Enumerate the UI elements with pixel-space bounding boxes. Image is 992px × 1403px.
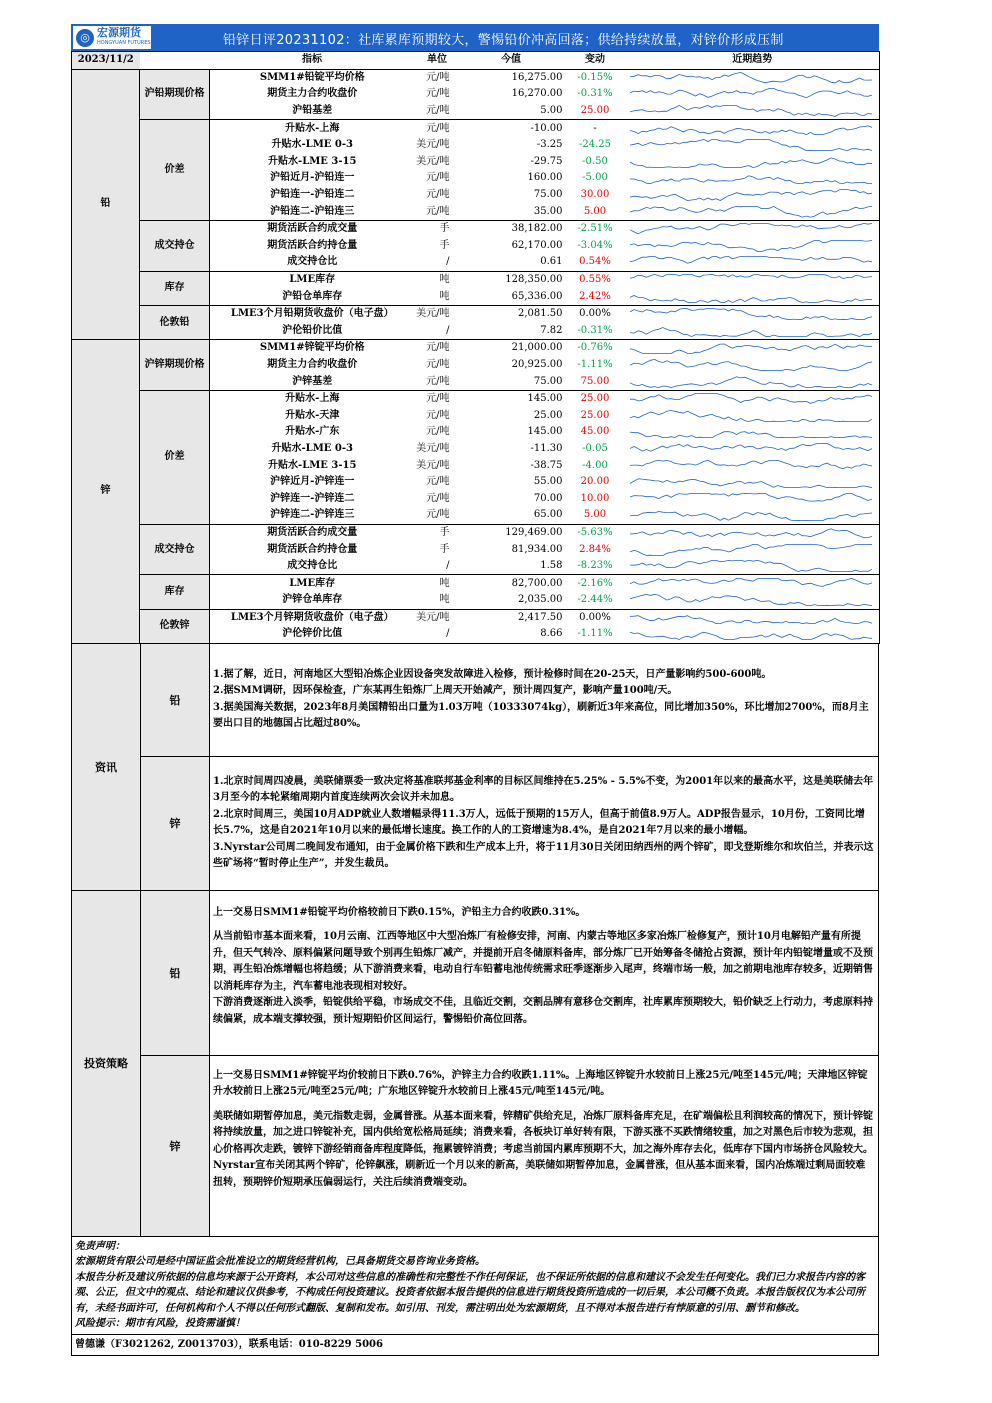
change-value: -0.50 [582,155,608,167]
logo-name: 宏源期货 [97,25,141,39]
change-value: 25.00 [565,103,626,120]
unit: 元/吨 [426,409,450,421]
header-change: 变动 [565,52,626,70]
trend-sparkline [626,137,880,154]
trend-line [630,140,872,151]
trend-sparkline [626,457,880,474]
indicator-name: 升贴水-LME 3-15 [268,155,357,167]
trend-sparkline [626,490,880,507]
change-value: -0.31% [565,323,626,340]
strategy-lead-para: 从当前铅市基本面来看，10月云南、江西等地区中大型冶炼厂有检修安排，河南、内蒙古等地区多家冶炼厂检修复产，预计10月电解铅产量有所提升，但天气转冷、原料偏紧问题导致个别再生铅炼厂减产，并提前开启冬储原料备库，部分炼厂已开始筹备冬储抢占资源，预计年内铅锭增量或不及预期，再生铅冶炼增幅也将趋缓；从下游消费来看，电动自行车铅蓄电池传统需求旺季逐渐步入尾声，终端市场一般，加之前期电池库存较多，近期销售以消耗库存为主，汽车蓄电池表现相对较好。 [213,931,873,992]
unit: 元/吨 [426,71,450,83]
group-name: 价差 [140,390,210,524]
trend-sparkline [626,524,880,541]
unit: 手 [439,543,450,555]
change-value: -1.11% [577,358,613,370]
unit: 美元/吨 [416,308,450,320]
trend-line [630,158,872,168]
news-zinc-label: 锌 [141,757,210,890]
table-header-row [72,52,880,70]
today-value: 75.00 [533,189,563,201]
today-value: 16,275.00 [511,71,563,83]
today-value: 65,336.00 [460,288,565,305]
trend-sparkline [626,575,880,592]
unit: 元/吨 [415,203,460,220]
trend-line [630,578,872,586]
trend-line [630,376,872,387]
indicator-name: 成交持仓比 [210,558,415,575]
trend-sparkline [626,220,880,237]
trend-line [630,359,872,370]
indicator-name: 沪铅连一-沪铅连二 [270,189,355,201]
indicator-name: 沪铅仓单库存 [210,288,415,305]
change-value: -8.23% [565,558,626,575]
trend-sparkline [626,69,880,86]
trend-line [630,240,872,251]
trend-line [630,274,872,278]
indicator-name: 升贴水-LME 0-3 [271,139,353,151]
news-lead-label: 铅 [141,644,210,756]
indicator-name: 升贴水-广东 [285,426,340,438]
disclaimer-line: 宏源期货有限公司是经中国证监会批准设立的期货经营机构，已具备期货交易咨询业务资格。 [75,1256,485,1268]
trend-line [630,460,872,468]
today-value: 81,934.00 [511,543,563,555]
change-value: 0.54% [565,254,626,271]
table-row [72,220,880,237]
trend-sparkline [626,86,880,103]
section-name: 铅 [72,69,140,340]
strategy-zinc-para: Nyrstar宣布关闭其两个锌矿，伦锌飙涨，刷新近一个月以来的新高，美联储如期暂停加息，金属普涨，但从基本面来看，国内冶炼端过剩局面较难扭转，预期锌价短期承压偏弱运行，关注后续消费端变动。 [213,1160,866,1188]
market-data-table [71,51,880,644]
strategy-zinc-para: 美联储如期暂停加息，美元指数走弱，金属普涨。从基本面来看，锌精矿供给充足，冶炼厂原料备库充足，在矿端偏松且利润较高的情况下，预计锌锭将持续放量，加之进口锌锭补充，国内供给宽松格局延续；消费来看，各板块订单好转有限，下游买涨不买跌情绪较重，加之对黑色后市较为悲观，担心价格再次走跌，镀锌下游经销商备库程度降低，拖累镀锌消费；考虑当前国内累库预期不大，加之海外库存去化，低库存下国内市场挤仓风险较大。 [213,1110,873,1155]
change-value: 0.00% [579,611,611,623]
indicator-name: 期货活跃合约持仓量 [267,239,358,251]
trend-line [630,443,872,451]
indicator-name: 期货活跃合约成交量 [267,526,358,538]
change-value: -5.00 [582,172,608,184]
trend-sparkline [626,154,880,171]
news-zinc-item: 2.北京时间周三，美国10月ADP就业人数增幅录得11.3万人，远低于预期的15万人，但高于前值8.9万人。ADP报告显示，10月份，工资同比增长5.7%，这是自2021年10月以来的最低增长速度。换工作的人的工资增速为8.4%，是自2021年7月以来的最小增幅。 [213,808,865,837]
news-zinc-item: 3.Nyrstar公司周二晚间发布通知，由于金属价格下跌和生产成本上升，将于11月30日关闭田纳西州的两个锌矿，即戈登斯维尔和坎伯兰，并表示这些矿场将“暂时停止生产”，并发生裁员。 [213,841,874,870]
today-value: 21,000.00 [511,342,563,354]
table-row [72,609,880,626]
trend-line [630,257,872,264]
trend-line [630,394,872,404]
trend-line [630,616,872,624]
indicator-name: 沪铅近月-沪铅连一 [270,172,355,184]
change-value: 30.00 [580,189,610,201]
group-name: 成交持仓 [140,220,210,271]
report-page [71,24,879,1356]
disclaimer [71,1237,879,1335]
disclaimer-title: 免责声明： [75,1240,125,1252]
trend-line [630,295,872,302]
indicator-name: 升贴水-LME 0-3 [271,442,353,454]
indicator-name: LME3个月铅期货收盘价（电子盘） [230,308,394,320]
indicator-name: LME3个月锌期货收盘价（电子盘） [230,611,394,623]
strategy-lead-block [141,891,878,1056]
unit: 元/吨 [426,342,450,354]
group-name: 库存 [140,575,210,609]
news-lead-item: 3.据美国海关数据，2023年8月美国精铅出口量为1.03万吨（10333074kg），刷新近3年来高位，同比增加350%，环比增加2700%，而8月主要出口目的地德国占比超过80%。 [213,701,869,730]
unit: 手 [439,239,450,251]
change-value: -5.63% [577,526,613,538]
trend-sparkline [626,558,880,575]
unit: 元/吨 [426,88,450,100]
trend-sparkline [626,340,880,357]
trend-sparkline [626,120,880,137]
trend-sparkline [626,305,880,322]
unit: / [415,626,460,643]
trend-line [630,410,872,421]
unit: 元/吨 [426,172,450,184]
trend-sparkline [626,323,880,340]
strategy-section [71,891,879,1237]
trend-sparkline [626,474,880,491]
change-value: -0.15% [577,71,613,83]
report-date: 2023/11/2 [72,52,140,70]
today-value: -3.25 [536,139,563,151]
trend-line [630,125,872,134]
group-name: 库存 [140,271,210,305]
group-name: 价差 [140,120,210,221]
trend-line [630,512,872,521]
change-value: -2.16% [577,577,613,589]
trend-line [630,344,872,354]
strategy-zinc-block [141,1056,878,1236]
change-value: 25.00 [580,409,610,421]
change-value: -0.31% [577,88,613,100]
trend-line [630,327,872,336]
today-value: 75.00 [460,373,565,390]
today-value: 35.00 [460,203,565,220]
today-value: 82,700.00 [511,577,563,589]
trend-line [630,105,872,116]
trend-line [630,561,872,572]
unit: 吨 [415,288,460,305]
indicator-name: LME库存 [289,577,336,589]
change-value: - [593,122,597,134]
news-label: 资讯 [72,644,141,890]
table-row [72,271,880,288]
unit: 吨 [439,577,450,589]
unit: 元/吨 [415,373,460,390]
news-zinc-block [141,757,878,890]
news-section [71,644,879,891]
trend-sparkline [626,203,880,220]
table-row [72,524,880,541]
indicator-name: 升贴水-LME 3-15 [268,459,357,471]
change-value: 2.42% [565,288,626,305]
trend-sparkline [626,424,880,441]
today-value: 5.00 [460,103,565,120]
trend-sparkline [626,609,880,626]
change-value: 75.00 [565,373,626,390]
table-row [72,340,880,357]
change-value: 0.00% [579,308,611,320]
strategy-lead-para: 下游消费逐渐进入淡季，铅锭供给平稳，市场成交不佳，且临近交割，交割品牌有意移仓交割库，社库累库预期较大，铅价缺乏上行动力，考虑原料持续偏紧，成本端支撑较强，预计短期铅价区间运行，警惕铅价高位回落。 [213,997,873,1025]
unit: 吨 [415,592,460,609]
trend-sparkline [626,271,880,288]
trend-sparkline [626,187,880,204]
table-row [72,305,880,322]
unit: 元/吨 [426,393,450,405]
today-value: 62,170.00 [511,239,563,251]
today-value: 128,350.00 [505,274,563,286]
indicator-name: 升贴水-天津 [285,409,340,421]
trend-line [630,72,872,83]
today-value: 160.00 [527,172,563,184]
indicator-name: 期货活跃合约持仓量 [267,543,358,555]
news-lead-item: 1.据了解，近日，河南地区大型铅冶炼企业因设备突发故障进入检修，预计检修时间在20-25天，日产量影响约500-600吨。 [213,668,772,680]
indicator-name: 沪伦锌价比值 [210,626,415,643]
today-value: 1.58 [460,558,565,575]
indicator-name: 期货活跃合约成交量 [267,223,358,235]
trend-line [630,206,872,217]
change-value: 45.00 [580,426,610,438]
group-name: 成交持仓 [140,524,210,575]
today-value: -10.00 [530,122,563,134]
news-lead-item: 2.据SMM调研，因环保检查，广东某再生铅炼厂上周天开始减产，预计周四复产，影响产量100吨/天。 [213,685,678,697]
change-value: -0.76% [577,342,613,354]
change-value: 5.00 [565,507,626,524]
trend-sparkline [626,254,880,271]
indicator-name: 沪锌连二-沪锌连三 [210,507,415,524]
change-value: 5.00 [565,203,626,220]
disclaimer-line: 本报告分析及建议所依据的信息均来源于公开资料，本公司对这些信息的准确性和完整性不作任何保证，也不保证所依据的信息和建议不会发生任何变化。我们已力求报告内容的客观、公正，但文中的观点、结论和建议仅供参考，不构成任何投资建议。投资者依据本报告提供的信息进行期货投资所造成的一切后果，本公司概不负责。本报告版权仅为本公司所有，未经书面许可，任何机构和个人不得以任何形式翻版、复制和发布。如引用、刊发，需注明出处为宏源期货，且不得对本报告进行有悖原意的引用、删节和修改。 [75,1271,865,1314]
today-value: 16,270.00 [511,88,563,100]
today-value: 2,035.00 [460,592,565,609]
unit: 元/吨 [426,189,450,201]
today-value: -29.75 [530,155,563,167]
today-value: 2,081.50 [517,308,563,320]
unit: 元/吨 [426,122,450,134]
trend-line [630,89,872,98]
change-value: 20.00 [580,476,610,488]
table-row [72,120,880,137]
header-indicator: 指标 [210,52,415,70]
table-row [72,69,880,86]
strategy-zinc-para: 上一交易日SMM1#锌锭平均价较前日下跌0.76%，沪锌主力合约收跌1.11%。上海地区锌锭升水较前日上涨25元/吨至145元/吨；天津地区锌锭升水较前日上涨25元/吨至25元/吨；广东地区锌锭升水较前日上涨45元/吨至145元/吨。 [213,1069,868,1098]
group-name: 伦敦铅 [140,305,210,339]
section-name: 锌 [72,340,140,644]
trend-sparkline [626,170,880,187]
trend-line [630,309,872,320]
trend-sparkline [626,592,880,609]
indicator-name: SMM1#铅锭平均价格 [259,71,365,83]
unit: 美元/吨 [416,459,450,471]
unit: 美元/吨 [416,442,450,454]
trend-line [630,432,872,438]
indicator-name: 升贴水-上海 [285,393,340,405]
indicator-name: 沪锌连一-沪锌连二 [270,492,355,504]
trend-sparkline [626,507,880,524]
change-value: -2.44% [565,592,626,609]
unit: 美元/吨 [416,611,450,623]
logo-sub: HONGYUAN FUTURES [97,39,151,46]
indicator-name: 沪锌仓单库存 [210,592,415,609]
trend-line [630,189,872,200]
unit: 手 [439,223,450,235]
trend-sparkline [626,541,880,558]
strategy-zinc-label: 锌 [141,1056,210,1236]
trend-line [630,544,872,555]
change-value: 25.00 [580,393,610,405]
header-today: 今值 [460,52,565,70]
unit: 元/吨 [426,492,450,504]
today-value: 65.00 [460,507,565,524]
unit: 吨 [439,274,450,286]
indicator-name: 成交持仓比 [210,254,415,271]
change-value: -24.25 [578,139,611,151]
unit: / [415,323,460,340]
unit: 元/吨 [415,103,460,120]
today-value: -38.75 [530,459,563,471]
today-value: 55.00 [533,476,563,488]
trend-line [630,224,872,234]
news-zinc-item: 1.北京时间周四凌晨，美联储票委一致决定将基准联邦基金利率的目标区间维持在5.25% - 5.5%不变，为2001年以来的最高水平，这是美联储去年3月至今的本轮紧缩周期内首度连续两次会议并未加息。 [213,775,874,804]
today-value: -11.30 [530,442,563,454]
trend-line [630,633,872,640]
group-name: 沪锌期现价格 [140,340,210,391]
trend-line [630,479,872,488]
change-value: -1.11% [565,626,626,643]
unit: 元/吨 [426,426,450,438]
trend-line [630,529,872,538]
unit: 元/吨 [415,507,460,524]
trend-sparkline [626,626,880,643]
indicator-name: 沪锌近月-沪锌连一 [270,476,355,488]
trend-sparkline [626,373,880,390]
strategy-lead-label: 铅 [141,891,210,1055]
logo-mark-icon: ◎ [76,29,94,47]
today-value: 145.00 [527,426,563,438]
today-value: 70.00 [533,492,563,504]
today-value: 2,417.50 [517,611,563,623]
today-value: 38,182.00 [511,223,563,235]
indicator-name: 沪锌基差 [210,373,415,390]
indicator-name: 期货主力合约收盘价 [267,88,358,100]
change-value: -3.04% [577,239,613,251]
trend-line [630,493,872,501]
indicator-name: LME库存 [289,274,336,286]
risk-warning: 风险提示：期市有风险，投资需谨慎！ [75,1318,245,1330]
news-lead-block [141,644,878,757]
indicator-name: 沪铅连二-沪铅连三 [210,203,415,220]
strategy-label: 投资策略 [72,891,141,1236]
change-value: 10.00 [580,492,610,504]
report-header [71,24,879,51]
trend-sparkline [626,441,880,458]
today-value: 25.00 [533,409,563,421]
change-value: 0.55% [579,274,611,286]
change-value: -4.00 [582,459,608,471]
trend-sparkline [626,407,880,424]
table-row [72,390,880,407]
table-row [72,575,880,592]
unit: 元/吨 [426,358,450,370]
change-value: -0.05 [582,442,608,454]
trend-sparkline [626,288,880,305]
indicator-name: SMM1#锌锭平均价格 [259,342,365,354]
unit: 元/吨 [426,476,450,488]
analyst-contact: 曾德谦（F3021262, Z0013703），联系电话：010-8229 5006 [71,1335,879,1356]
trend-line [630,595,872,606]
trend-sparkline [626,390,880,407]
change-value: 2.84% [579,543,611,555]
strategy-lead-para: 上一交易日SMM1#铅锭平均价格较前日下跌0.15%，沪铅主力合约收跌0.31%。 [213,906,586,918]
today-value: 8.66 [460,626,565,643]
header-unit: 单位 [415,52,460,70]
trend-line [630,176,872,184]
header-trend: 近期趋势 [626,52,880,70]
today-value: 145.00 [527,393,563,405]
indicator-name: 升贴水-上海 [285,122,340,134]
report-title: 铅锌日评20231102：社库累库预期较大，警惕铅价冲高回落；供给持续放量，对锌价形成压制 [223,33,784,48]
trend-sparkline [626,238,880,255]
today-value: 0.61 [460,254,565,271]
group-name: 伦敦锌 [140,609,210,643]
today-value: 20,925.00 [511,358,563,370]
unit: / [415,254,460,271]
group-name: 沪铅期现价格 [140,69,210,120]
indicator-name: 沪铅基差 [210,103,415,120]
unit: 美元/吨 [416,139,450,151]
trend-sparkline [626,103,880,120]
today-value: 129,469.00 [505,526,563,538]
indicator-name: 期货主力合约收盘价 [267,358,358,370]
unit: 手 [439,526,450,538]
trend-sparkline [626,357,880,374]
change-value: -2.51% [577,223,613,235]
indicator-name: 沪伦铅价比值 [210,323,415,340]
today-value: 7.82 [460,323,565,340]
unit: 美元/吨 [416,155,450,167]
unit: / [415,558,460,575]
company-logo [73,26,151,49]
